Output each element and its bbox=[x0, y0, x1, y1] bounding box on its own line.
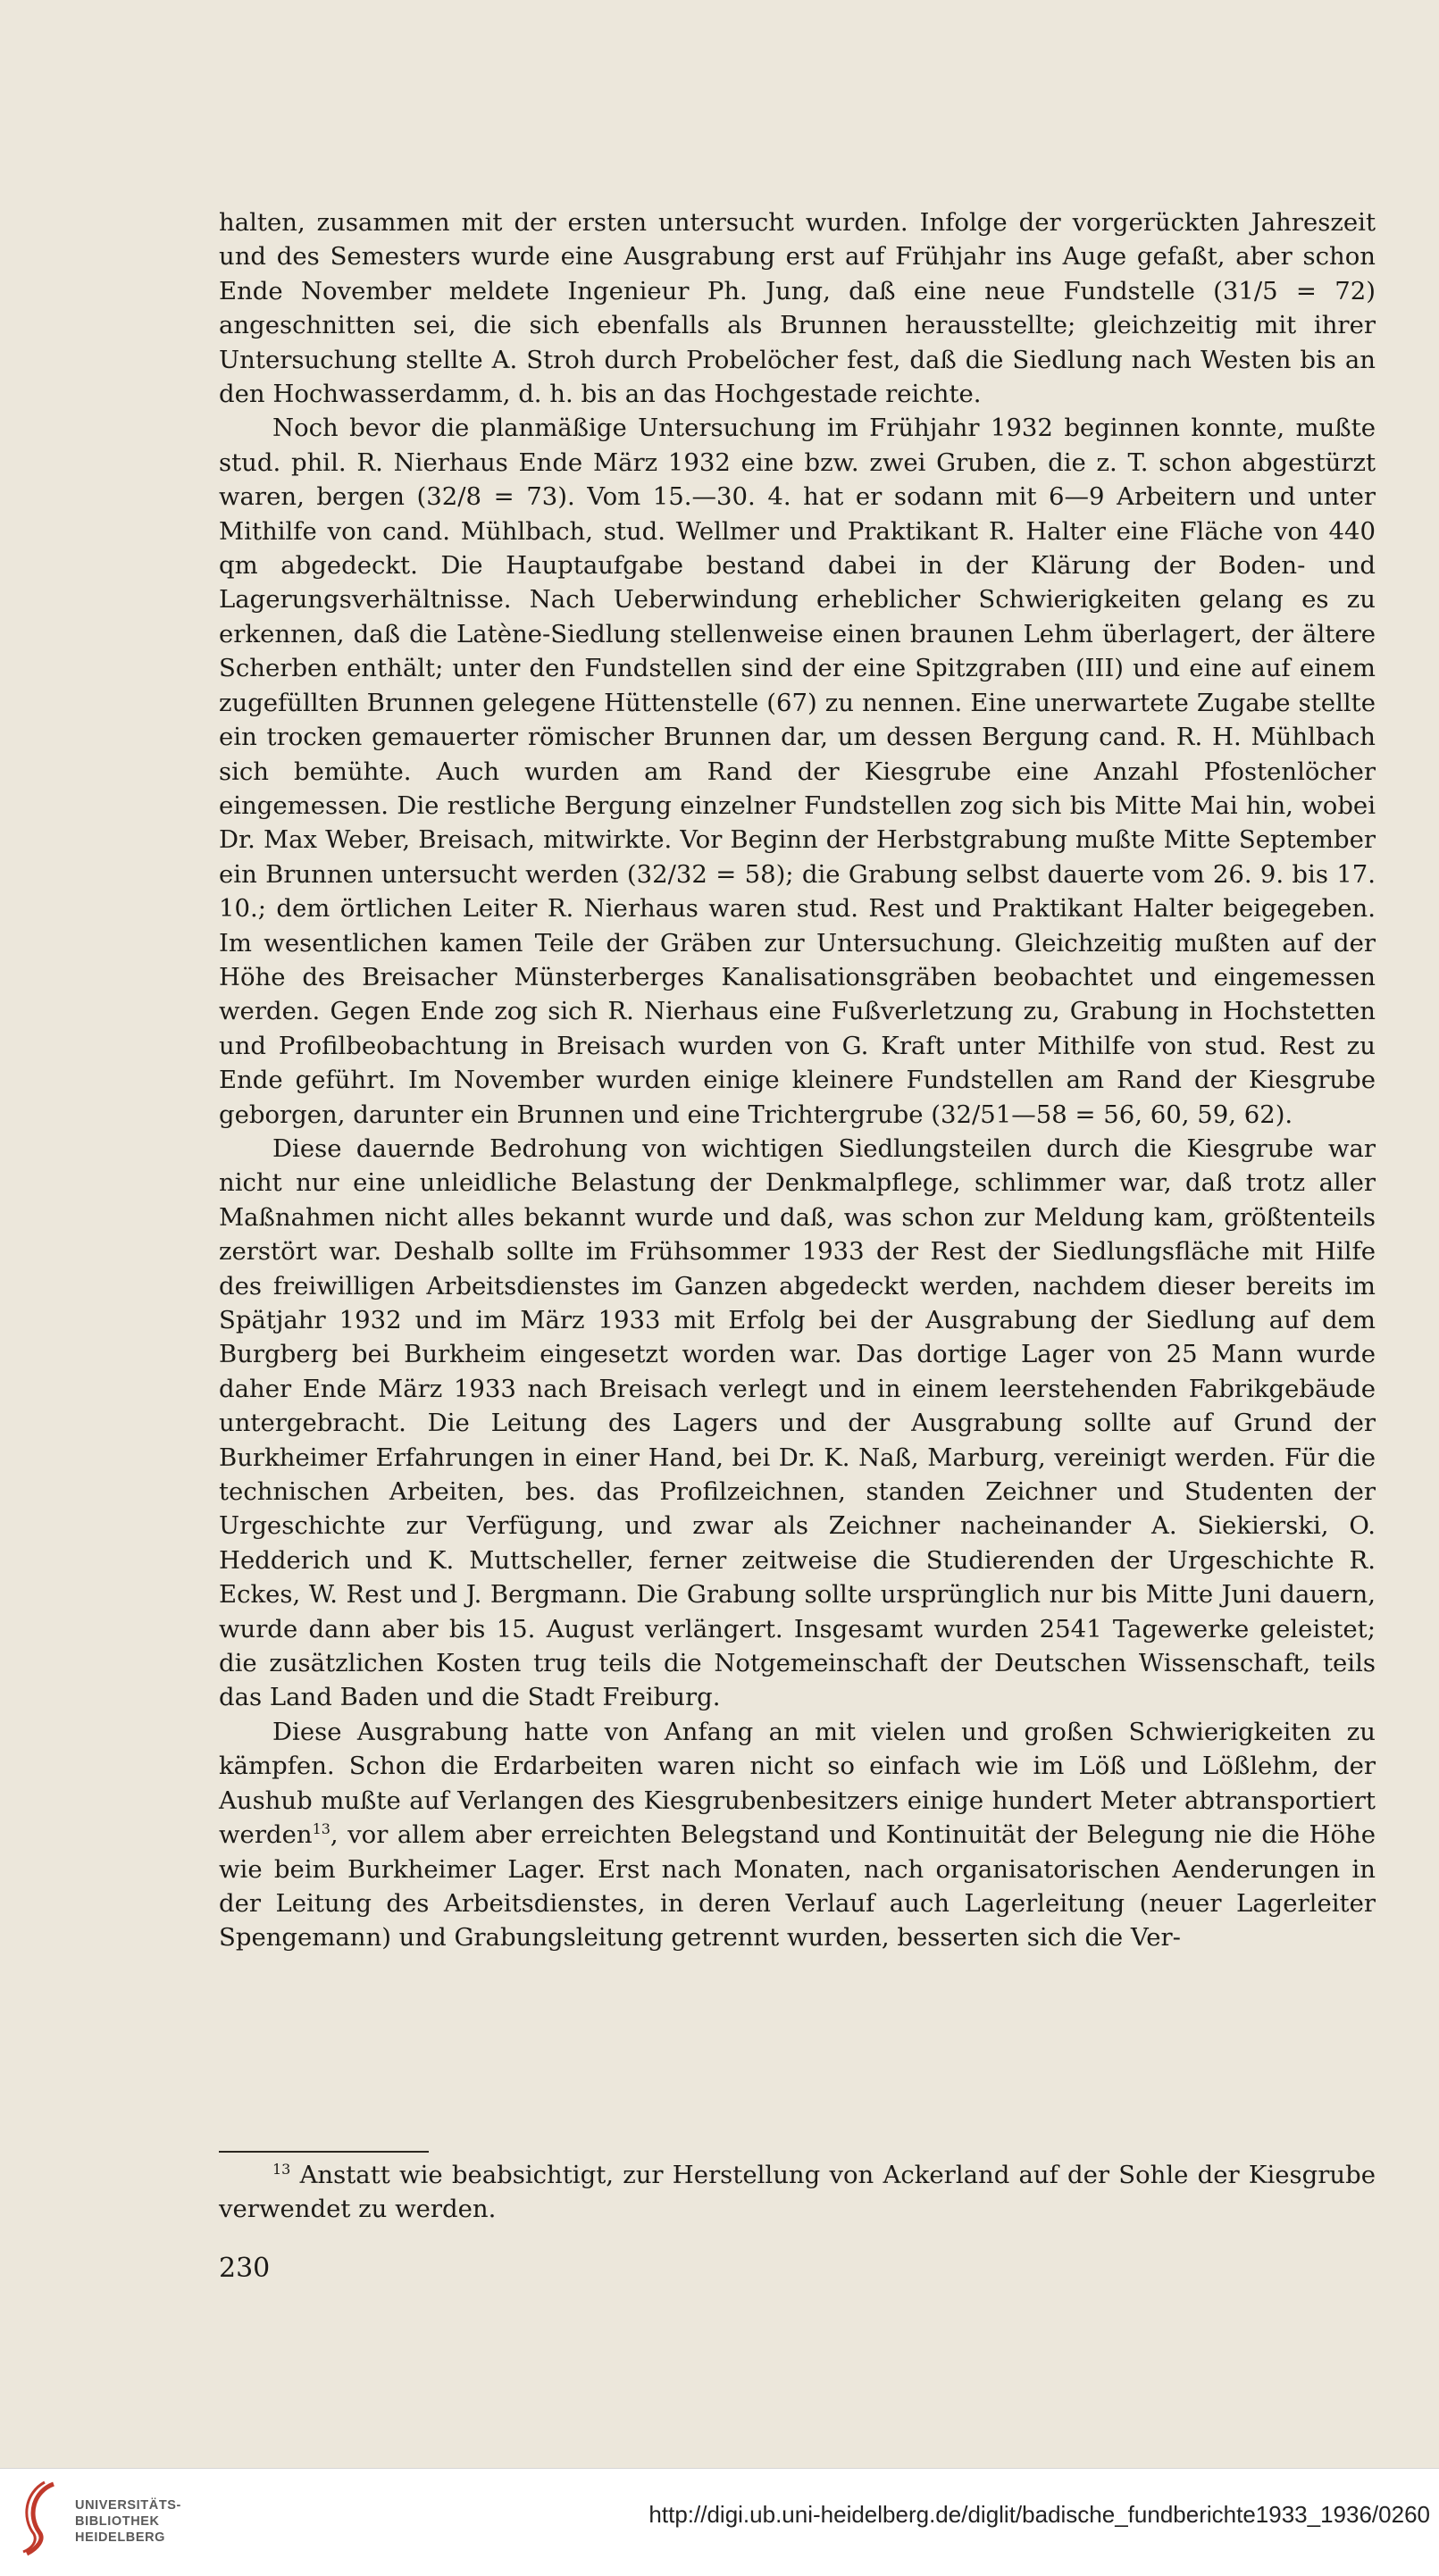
footnote-number: 13 bbox=[272, 2160, 291, 2178]
paragraph-4-part-1: Diese Ausgrabung hatte von Anfang an mit vielen und großen Schwierigkeiten zu kämpfen. Schon die Erdarbeiten waren nicht so einfach wie im Löß und Lößlehm, der Aushub mußte auf Verlangen des Kiesgrubenbesitzers einige hundert Meter abtransportiert werden bbox=[219, 1717, 1376, 1850]
footnote-text: Anstatt wie beabsichtigt, zur Herstellung von Ackerland auf der Sohle der Kiesgrube verwendet zu werden. bbox=[219, 2161, 1376, 2224]
footnote bbox=[219, 2158, 1376, 2227]
body-text bbox=[219, 205, 1376, 1955]
library-name-line-1: UNIVERSITÄTS- bbox=[75, 2498, 181, 2513]
library-name-line-2: BIBLIOTHEK bbox=[75, 2514, 160, 2529]
library-name-line-3: HEIDELBERG bbox=[75, 2530, 166, 2545]
paragraph-3: Diese dauernde Bedrohung von wichtigen Siedlungsteilen durch die Kiesgrube war nicht nur eine unleidliche Belastung der Denkmalpflege, schlimmer war, daß trotz aller Maßnahmen nicht alles bekannt wurde und daß, was schon zur Meldung kam, größtenteils zerstört war. Deshalb sollte im Frühsommer 1933 der Rest der Siedlungsfläche mit Hilfe des freiwilligen Arbeitsdienstes im Ganzen abgedeckt werden, nachdem dieser bereits im Spätjahr 1932 und im März 1933 mit Erfolg bei der Ausgrabung der Siedlung auf dem Burgberg bei Burkheim eingesetzt worden war. Das dortige Lager von 25 Mann wurde daher Ende März 1933 nach Breisach verlegt und in einem leerstehenden Fabrikgebäude untergebracht. Die Leitung des Lagers und der Ausgrabung sollte auf Grund der Burkheimer Erfahrungen in einer Hand, bei Dr. K. Naß, Marburg, vereinigt werden. Für die technischen Arbeiten, bes. das Profilzeichnen, standen Zeichner und Studenten der Urgeschichte zur Verfügung, und zwar als Zeichner nacheinander A. Siekierski, O. Hedderich und K. Muttscheller, ferner zeitweise die Studierenden der Urgeschichte R. Eckes, W. Rest und J. Bergmann. Die Grabung sollte ursprünglich nur bis Mitte Juni dauern, wurde dann aber bis 15. August verlängert. Insgesamt wurden 2541 Tagewerke geleistet; die zusätzlichen Kosten trug teils die Notgemeinschaft der Deutschen Wissenschaft, teils das Land Baden und die Stadt Freiburg. bbox=[219, 1133, 1376, 1712]
source-url-link[interactable]: http://digi.ub.uni-heidelberg.de/diglit/badische_fundberichte1933_1936/0260 bbox=[648, 2501, 1430, 2528]
paragraph-4 bbox=[219, 1715, 1376, 1955]
paragraph-2: Noch bevor die planmäßige Untersuchung im Frühjahr 1932 beginnen konnte, mußte stud. phil. R. Nierhaus Ende März 1932 eine bzw. zwei Gruben, die z. T. schon abgestürzt waren, bergen (32/8 = 73). Vom 15.—30. 4. hat er sodann mit 6—9 Arbeitern und unter Mithilfe von cand. Mühlbach, stud. Wellmer und Praktikant R. Halter eine Fläche von 440 qm abgedeckt. Die Hauptaufgabe bestand dabei in der Klärung der Boden- und Lagerungsverhältnisse. Nach Ueberwindung erheblicher Schwierigkeiten gelang es zu erkennen, daß die Latène-Siedlung stellenweise einen braunen Lehm überlagert, der ältere Scherben enthält; unter den Fundstellen sind der eine Spitzgraben (III) und eine auf einem zugefüllten Brunnen gelegene Hüttenstelle (67) zu nennen. Eine unerwartete Zugabe stellte ein trocken gemauerter römischer Brunnen dar, um dessen Bergung cand. R. H. Mühlbach sich bemühte. Auch wurden am Rand der Kiesgrube eine Anzahl Pfostenlöcher eingemessen. Die restliche Bergung einzelner Fundstellen zog sich bis Mitte Mai hin, wobei Dr. Max Weber, Breisach, mitwirkte. Vor Beginn der Herbstgrabung mußte Mitte September ein Brunnen untersucht werden (32/32 = 58); die Grabung selbst dauerte vom 26. 9. bis 17. 10.; dem örtlichen Leiter R. Nierhaus waren stud. Rest und Praktikant Halter beigegeben. Im wesentlichen kamen Teile der Gräben zur Untersuchung. Gleichzeitig mußten auf der Höhe des Breisacher Münsterberges Kanalisationsgräben beobachtet und eingemessen werden. Gegen Ende zog sich R. Nierhaus eine Fußverletzung zu, Grabung in Hochstetten und Profilbeobachtung in Breisach wurden von G. Kraft unter Mithilfe von stud. Rest zu Ende geführt. Im November wurden einige kleinere Fundstellen am Rand der Kiesgrube geborgen, darunter ein Brunnen und eine Trichtergrube (32/51—58 = 56, 60, 59, 62). bbox=[219, 414, 1376, 1129]
paragraph-4-part-2: , vor allem aber erreichten Belegstand und Kontinuität der Belegung nie die Höhe wie beim Burkheimer Lager. Erst nach Monaten, nach organisatorischen Aenderungen in der Leitung des Arbeitsdienstes, in deren Verlauf auch Lagerleitung (neuer Lagerleiter Spengemann) und Grabungsleitung getrennt wurden, besserten sich die Ver- bbox=[219, 1820, 1376, 1953]
footnote-divider bbox=[219, 2151, 429, 2153]
page-number: 230 bbox=[219, 2253, 271, 2284]
paragraph-1: halten, zusammen mit der ersten untersucht wurden. Infolge der vorgerückten Jahreszeit und des Semesters wurde eine Ausgrabung erst auf Frühjahr ins Auge gefaßt, aber schon Ende November meldete Ingenieur Ph. Jung, daß eine neue Fundstelle (31/5 = 72) angeschnitten sei, die sich ebenfalls als Brunnen herausstellte; gleichzeitig mit ihrer Untersuchung stellte A. Stroh durch Probelöcher fest, daß die Siedlung nach Westen bis an den Hochwasserdamm, d. h. bis an das Hochgestade reichte. bbox=[219, 208, 1376, 409]
library-logo-icon bbox=[18, 2479, 63, 2557]
library-name bbox=[75, 2497, 181, 2546]
footnote-reference: 13 bbox=[312, 1819, 330, 1837]
